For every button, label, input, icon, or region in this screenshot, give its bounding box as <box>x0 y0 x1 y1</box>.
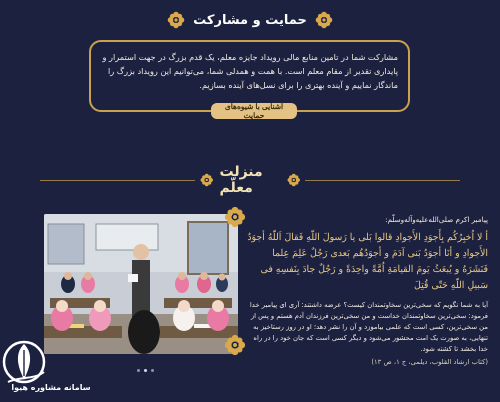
flower-icon <box>167 11 185 29</box>
section-title <box>200 165 300 195</box>
hadith-arabic: أ لا اُخبِرُكُم بِأَجوَدِ الأَجوادِ قالوا بَلى یا رَسولَ اللّهِ فَقالَ اَللّهُ أجوَدُ الأَجوادِ و أنَا أجوَدُ بَنی آدَمَ و أجوَدُهُم بَعدی رَجُلٌ عَلِمَ عِلما فَنَشَرَهُ و یُبعَثُ یَومَ القیامَةِ اُمَّةً واحِدَةً و رَجُلٌ جادَ بِنَفسِهِ فی سَبیلِ اللّهِ حَتّی قُتِلَ <box>247 232 488 291</box>
flower-icon <box>200 171 214 189</box>
support-title <box>0 0 500 40</box>
carousel-dot[interactable] <box>137 369 140 372</box>
flower-icon <box>224 334 246 356</box>
carousel-dot[interactable] <box>151 369 154 372</box>
carousel-dot[interactable] <box>144 369 147 372</box>
hadith-source: (کتاب ارشاد القلوب، دیلمی، ج ۱، ص ۱۳) <box>371 358 488 366</box>
carousel-dots <box>137 369 154 372</box>
hadith-intro: پیامبر اکرم صلی‌الله‌علیه‌وآله‌وسلّم: <box>385 215 488 224</box>
hadith-translation: آیا به شما نگویم که سخی‌ترین سخاوتمندان کیست؟ عرضه داشتند: آری ای پیامبر خدا فرمود: سخی‌ترین سخاوتمندان خداست و من سخی‌ترین فرزندان آدم هستم و پس از من سخی‌ترین، کسی است که علمی بیاموزد و آن را نشر دهد؛ او در روز رستاخیز به تنهایی، به صورت یک امت محشور می‌شود و دیگر کسی است که جان خود را در راه خدا بخشد تا کشته شود. <box>249 301 488 353</box>
divider-right <box>305 180 460 181</box>
support-paragraph: مشارکت شما در تامین منابع مالی رویداد جایزه معلم، یک قدم بزرگ در جهت استمرار و پایداری تقدیر از مقام معلم است. با همت و همدلی شما، می‌توانیم این رویداد بزرگ را ماندگار نماییم و آینده بهتری را برای نسل‌های آینده بسازیم. <box>102 52 398 90</box>
divider-left <box>40 180 195 181</box>
logo-text: سامانه مشاوره هیوا <box>11 383 91 392</box>
support-methods-button[interactable]: آشنایی با شیوه‌های حمایت <box>211 103 297 119</box>
flower-icon <box>315 11 333 29</box>
flower-icon <box>224 206 246 228</box>
section-title-text: منزلت معلّم <box>219 164 263 196</box>
flower-icon <box>287 171 301 189</box>
support-title-text: حمایت و مشارکت <box>193 12 307 28</box>
hadith-block <box>244 214 488 364</box>
classroom-photo <box>44 214 238 354</box>
